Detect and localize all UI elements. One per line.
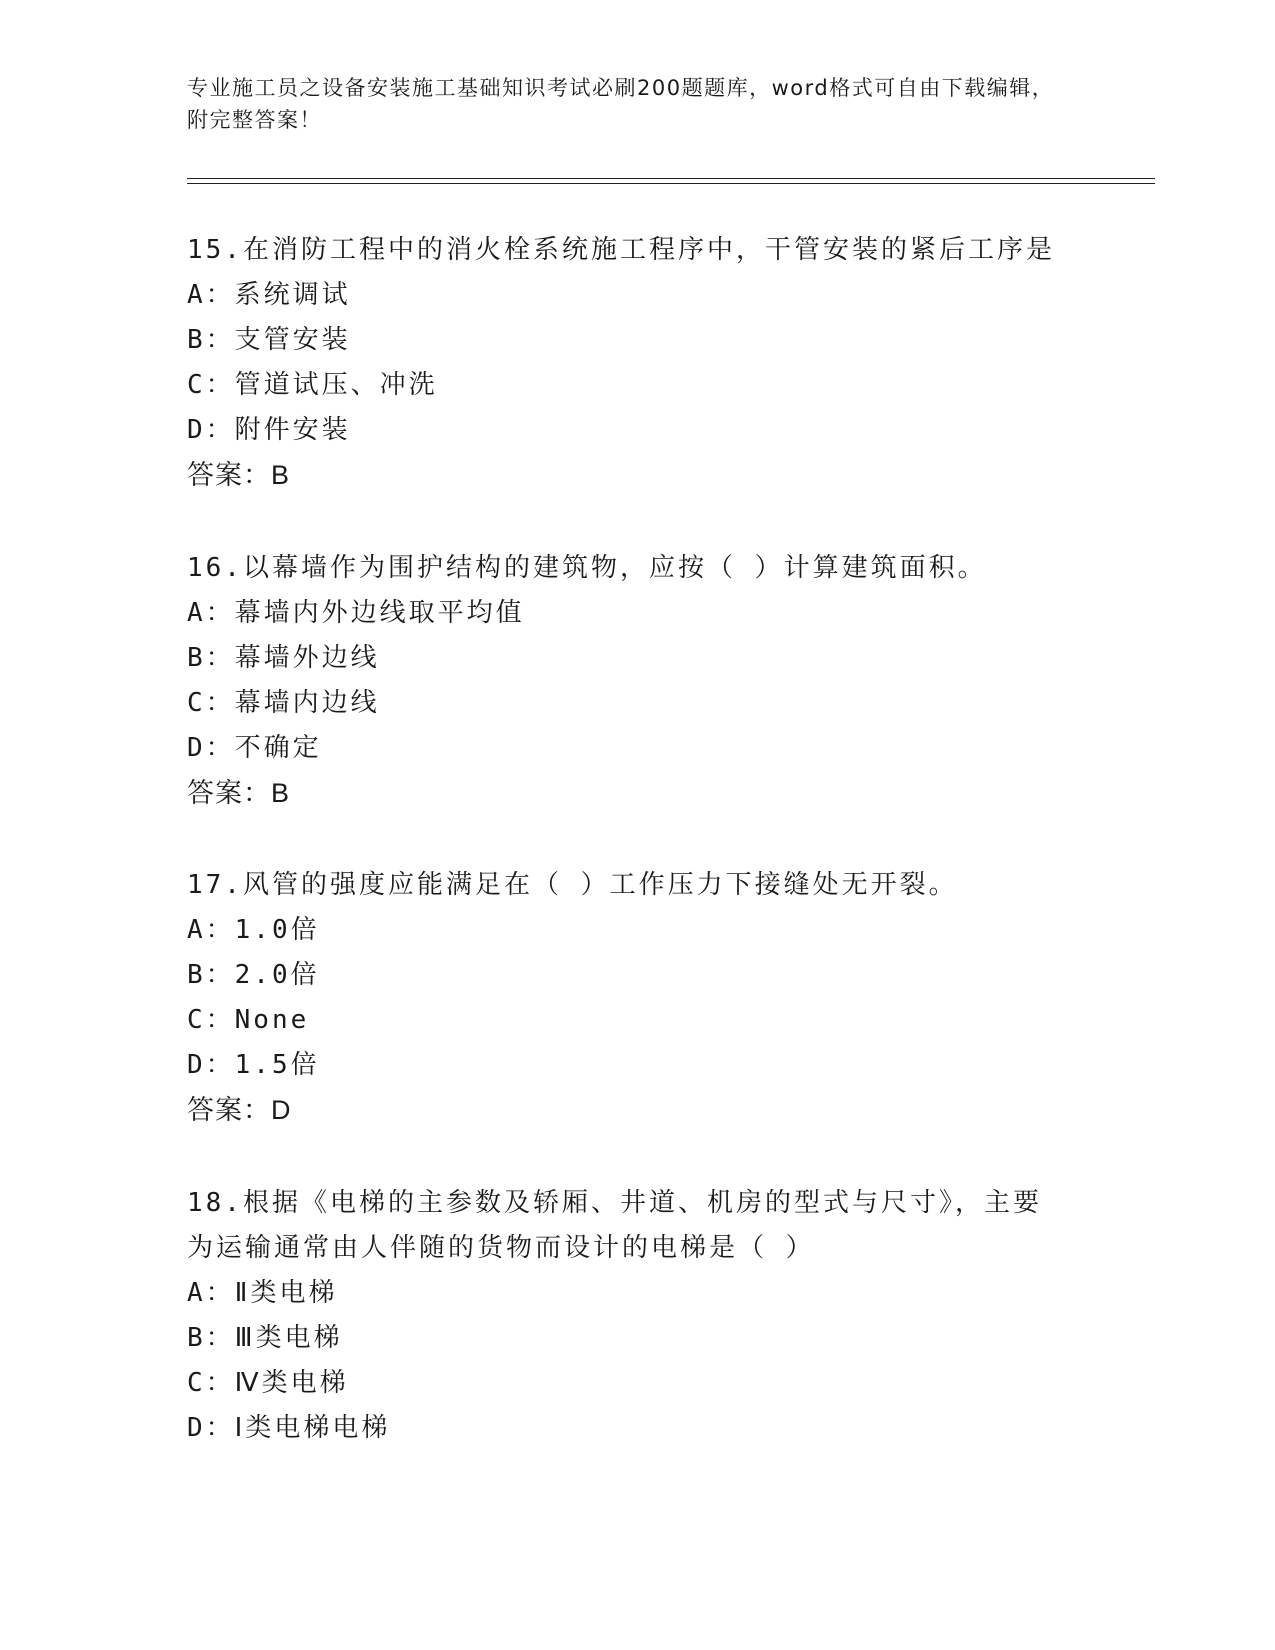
question-17 [187,863,1087,1133]
option-d: D：附件安装 [187,415,351,445]
option-c: C：Ⅳ类电梯 [187,1368,349,1398]
answer: 答案：B [187,778,291,808]
option-a: A：Ⅱ类电梯 [187,1278,338,1308]
option-d: D：1.5倍 [187,1050,320,1080]
question-15 [187,228,1087,498]
option-c: C：管道试压、冲洗 [187,370,438,400]
question-title: 17.风管的强度应能满足在（ ）工作压力下接缝处无开裂。 [187,870,958,900]
header-divider-bottom [187,183,1155,184]
answer: 答案：B [187,460,291,490]
option-a: A：1.0倍 [187,915,320,945]
option-a: A：系统调试 [187,280,351,310]
option-b: B：幕墙外边线 [187,643,380,673]
header-divider-top [187,178,1155,179]
answer: 答案：D [187,1095,292,1125]
question-title: 18.根据《电梯的主参数及轿厢、井道、机房的型式与尺寸》，主要为运输通常由人伴随的货物而设计的电梯是（ ） [187,1188,1042,1263]
option-b: B：Ⅲ类电梯 [187,1323,343,1353]
option-d: D：Ⅰ类电梯电梯 [187,1413,391,1443]
question-18 [187,1181,1067,1451]
option-d: D：不确定 [187,733,322,763]
question-title: 15.在消防工程中的消火栓系统施工程序中，干管安装的紧后工序是 [187,235,1055,265]
question-title: 16.以幕墙作为围护结构的建筑物，应按（ ）计算建筑面积。 [187,553,987,583]
option-b: B：支管安装 [187,325,351,355]
option-c: C：None [187,1005,310,1035]
document-header: 专业施工员之设备安装施工基础知识考试必刷200题题库，word格式可自由下载编辑，附完整答案！ [187,76,1055,132]
option-c: C：幕墙内边线 [187,688,380,718]
option-b: B：2.0倍 [187,960,320,990]
question-16 [187,546,1087,816]
option-a: A：幕墙内外边线取平均值 [187,598,525,628]
